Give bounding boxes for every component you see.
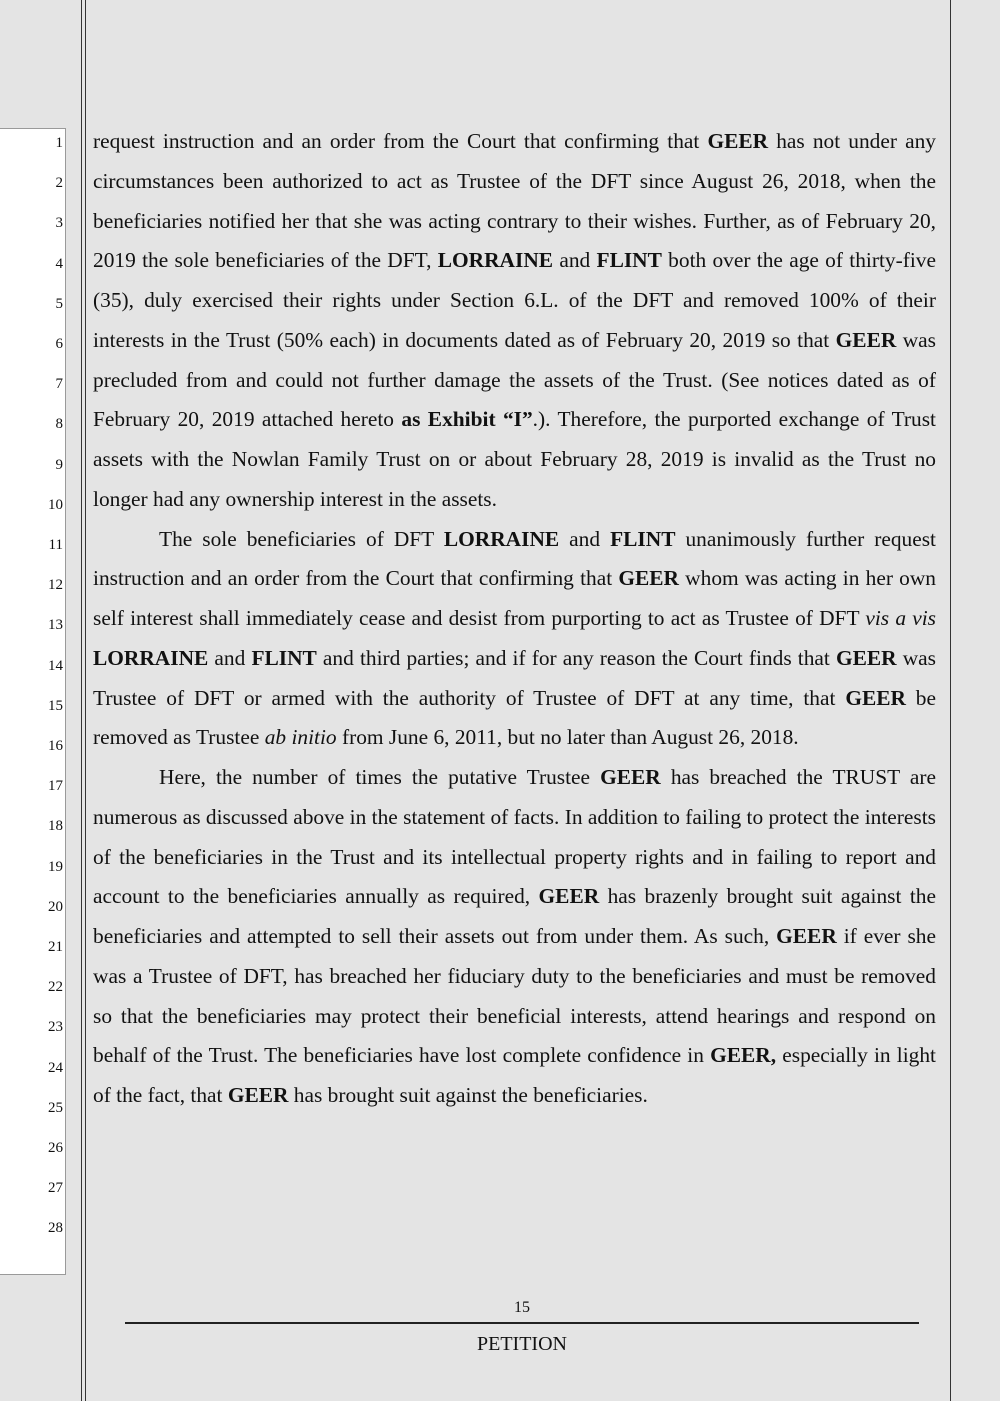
- bold-text: LORRAINE: [443, 526, 560, 551]
- line-number: 5: [55, 295, 63, 312]
- line-number: 20: [48, 898, 63, 915]
- line-number: 9: [55, 456, 63, 473]
- bold-text: LORRAINE: [437, 248, 554, 273]
- text-run: The sole beneficiaries of DFT: [159, 526, 444, 551]
- line-number: 21: [48, 939, 63, 955]
- text-run: and: [208, 645, 252, 670]
- text-run: has breached the TRUST are numerous as discussed above in the statement of facts. In addition to failing to protect the interests of the beneficiaries in the Trust and its intellectual property rights and in failing to report and account to the beneficiaries annually as required,: [93, 765, 936, 909]
- paragraph: [93, 520, 936, 759]
- line-number: 3: [55, 215, 63, 232]
- line-number: 26: [48, 1140, 63, 1156]
- line-number: 11: [48, 537, 63, 553]
- line-number: 24: [48, 1059, 63, 1076]
- line-number: 1: [55, 135, 63, 151]
- line-number: 13: [48, 617, 63, 634]
- bold-text: GEER: [600, 765, 661, 789]
- text-run: whom was acting in her own self interest shall immediately cease and desist from purporting to act as Trustee of DFT: [93, 566, 936, 630]
- bold-text: as Exhibit “I”: [401, 407, 533, 432]
- text-run: from June 6, 2011, but no later than August 26, 2018.: [336, 725, 799, 750]
- line-number-column: [0, 128, 66, 1275]
- text-run: has brought suit against the beneficiaries.: [288, 1083, 648, 1107]
- line-number: 18: [48, 818, 63, 835]
- line-number: 23: [48, 1019, 63, 1036]
- bold-text: GEER,: [710, 1043, 777, 1068]
- italic-text: vis a vis: [865, 606, 936, 630]
- text-run: has brazenly brought suit against the beneficiaries and attempted to sell their assets out from under them. As such,: [93, 884, 936, 948]
- line-number: 25: [48, 1099, 63, 1116]
- line-number: 17: [48, 778, 63, 795]
- bold-text: GEER: [618, 566, 679, 591]
- line-number: 7: [55, 376, 63, 393]
- line-number: 2: [55, 175, 63, 192]
- bold-text: FLINT: [596, 248, 662, 273]
- bold-text: FLINT: [610, 526, 676, 551]
- text-run: if ever she was a Trustee of DFT, has breached her fiduciary duty to the beneficiaries and must be removed so that the beneficiaries may protect their beneficial interests, attend hearings and respond on behalf of the Trust. The beneficiaries have lost complete confidence in: [93, 924, 936, 1068]
- line-number: 8: [55, 416, 63, 433]
- line-number: 12: [48, 577, 63, 594]
- text-run: unanimously further request instruction and an order from the Court that confirming that: [93, 526, 936, 591]
- bold-text: GEER: [707, 129, 769, 153]
- paragraph: [93, 122, 936, 520]
- line-number: 22: [48, 979, 63, 996]
- text-run: be removed as Trustee: [93, 685, 937, 750]
- footer-rule: [125, 1322, 919, 1324]
- line-number: 16: [48, 738, 63, 754]
- left-margin-rule-inner: [85, 0, 86, 1401]
- text-run: .). Therefore, the purported exchange of Trust assets with the Nowlan Family Trust on or about February 28, 2019 is invalid as the Trust no longer had any ownership interest in the assets.: [93, 407, 936, 511]
- bold-text: GEER: [835, 327, 897, 352]
- footer-title: PETITION: [477, 1333, 567, 1355]
- text-run: has not under any circumstances been authorized to act as Trustee of the DFT since August 26, 2018, when the beneficiaries notified her that she was acting contrary to their wishes. Further, as of February 20, 2019 the sole beneficiaries of the DFT,: [93, 129, 937, 273]
- text-run: and: [559, 526, 611, 551]
- bold-text: FLINT: [251, 645, 317, 670]
- line-number: 27: [48, 1180, 63, 1197]
- right-margin-rule: [950, 0, 951, 1401]
- text-run: both over the age of thirty-five (35), duly exercised their rights under Section 6.L. of the DFT and removed 100% of their interests in the Trust (50% each) in documents dated as of February 20, 2019 so that: [93, 248, 936, 352]
- line-number: 14: [48, 657, 63, 674]
- text-run: request instruction and an order from the Court that confirming that: [93, 129, 708, 153]
- body-text: [93, 122, 936, 1116]
- text-run: and third parties; and if for any reason the Court finds that: [316, 645, 836, 670]
- bold-text: GEER: [538, 884, 600, 909]
- line-number: 15: [48, 697, 63, 714]
- page-number: 15: [514, 1299, 530, 1316]
- bold-text: LORRAINE: [93, 645, 209, 670]
- text-run: was Trustee of DFT or armed with the authority of Trustee of DFT at any time, that: [93, 645, 936, 710]
- bold-text: GEER: [845, 685, 906, 710]
- line-number: 6: [55, 336, 63, 352]
- text-run: and: [553, 248, 597, 273]
- paragraph: [93, 758, 936, 1116]
- bold-text: GEER: [776, 924, 837, 948]
- text-run: Here, the number of times the putative Trustee: [159, 765, 601, 789]
- italic-text: ab initio: [264, 725, 337, 750]
- line-number: 4: [55, 255, 63, 272]
- text-run: especially in light of the fact, that: [93, 1043, 937, 1107]
- line-number: 19: [48, 858, 63, 875]
- line-number: 28: [48, 1220, 63, 1237]
- left-margin-rule: [81, 0, 82, 1401]
- bold-text: GEER: [835, 645, 897, 670]
- bold-text: GEER: [227, 1083, 289, 1107]
- line-number: 10: [48, 496, 63, 513]
- text-run: was precluded from and could not further damage the assets of the Trust. (See notices dated as of February 20, 2019 attached hereto: [93, 327, 936, 432]
